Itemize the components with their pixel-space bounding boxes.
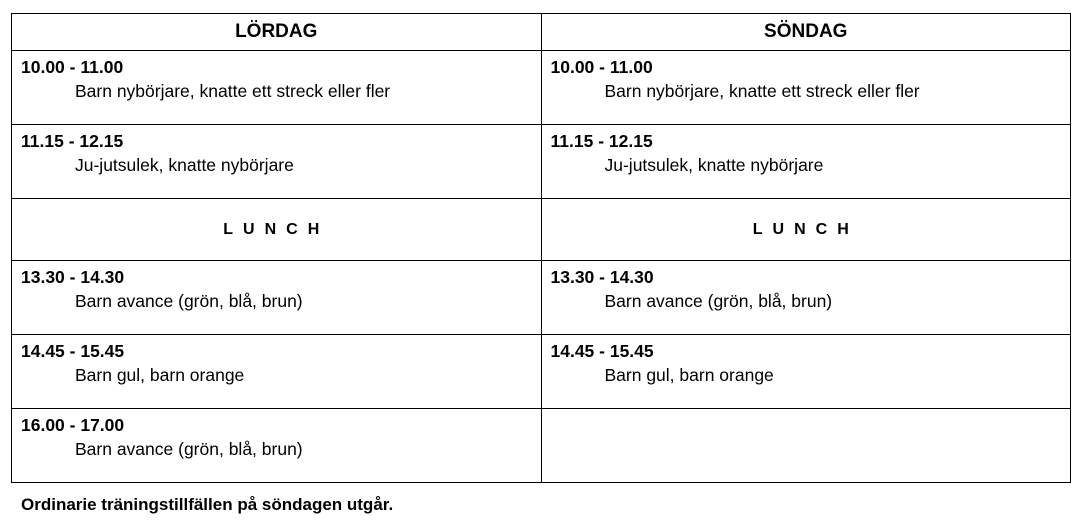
slot-description: Ju-jutsulek, knatte nybörjare <box>75 155 294 175</box>
schedule-row <box>12 125 1071 199</box>
slot-time: 10.00 - 11.00 <box>550 57 653 77</box>
schedule-row <box>12 409 1071 483</box>
slot-description: Barn nybörjare, knatte ett streck eller fler <box>75 81 391 101</box>
schedule-row <box>12 51 1071 125</box>
slot-description: Barn gul, barn orange <box>604 365 774 385</box>
empty-cell <box>541 409 1071 483</box>
lunch-row <box>12 199 1071 261</box>
slot-time: 11.15 - 12.15 <box>550 131 653 151</box>
lunch-cell: LUNCH <box>12 199 542 261</box>
slot-time: 11.15 - 12.15 <box>21 131 124 151</box>
header-row <box>12 14 1071 51</box>
schedule-cell <box>541 51 1071 125</box>
slot-description: Barn gul, barn orange <box>75 365 245 385</box>
schedule-cell <box>12 125 542 199</box>
schedule-cell <box>12 409 542 483</box>
schedule-cell <box>541 125 1071 199</box>
slot-time: 14.45 - 15.45 <box>550 341 654 361</box>
schedule-cell <box>12 261 542 335</box>
schedule-row <box>12 335 1071 409</box>
slot-time: 14.45 - 15.45 <box>21 341 125 361</box>
schedule-row <box>12 261 1071 335</box>
slot-time: 13.30 - 14.30 <box>21 267 125 287</box>
day-header-sunday: SÖNDAG <box>541 14 1071 51</box>
slot-description: Ju-jutsulek, knatte nybörjare <box>604 155 824 175</box>
schedule-cell <box>12 335 542 409</box>
slot-description: Barn avance (grön, blå, brun) <box>604 291 833 311</box>
schedule-table <box>11 13 1071 483</box>
schedule-cell <box>12 51 542 125</box>
slot-description: Barn avance (grön, blå, brun) <box>75 439 303 459</box>
slot-description: Barn nybörjare, knatte ett streck eller fler <box>604 81 920 101</box>
slot-time: 13.30 - 14.30 <box>550 267 654 287</box>
schedule-cell <box>541 335 1071 409</box>
slot-time: 10.00 - 11.00 <box>21 57 124 77</box>
slot-time: 16.00 - 17.00 <box>21 415 125 435</box>
schedule-cell <box>541 261 1071 335</box>
slot-description: Barn avance (grön, blå, brun) <box>75 291 303 311</box>
day-header-saturday: LÖRDAG <box>12 14 542 51</box>
footnote: Ordinarie träningstillfällen på söndagen utgår. <box>21 495 394 514</box>
lunch-cell: LUNCH <box>541 199 1071 261</box>
